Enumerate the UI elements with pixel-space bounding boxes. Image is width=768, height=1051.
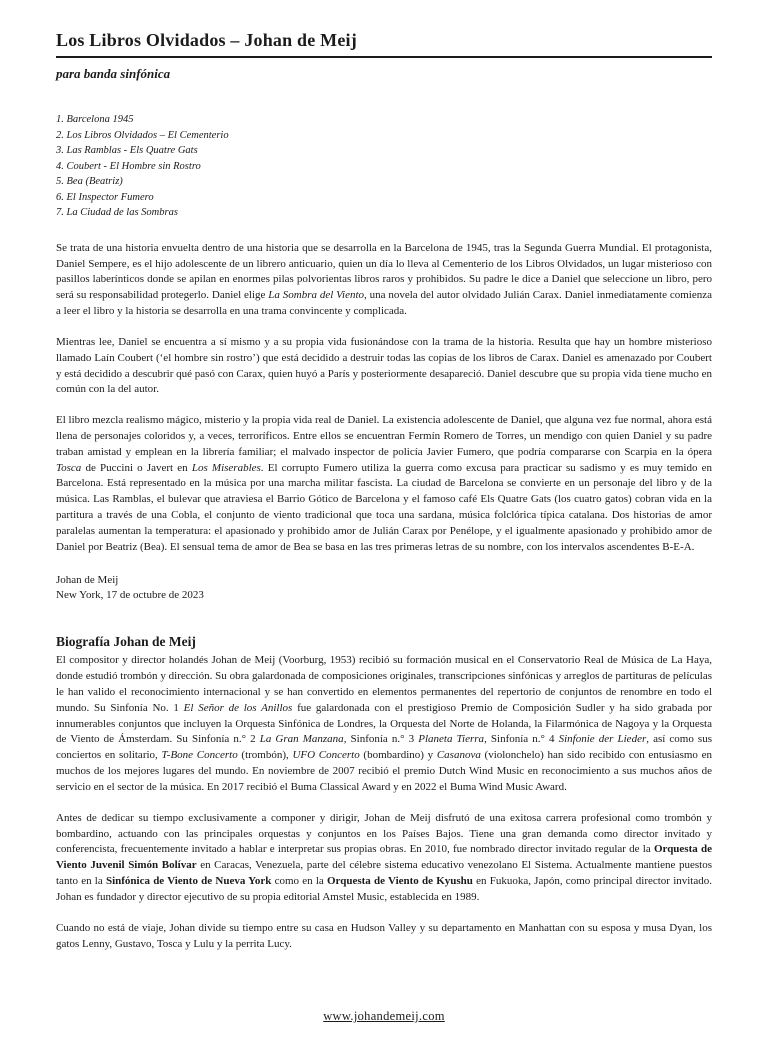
movement-item: 2. Los Libros Olvidados – El Cementerio [56,129,229,141]
website-link[interactable]: www.johandemeij.com [323,1009,445,1024]
biography-heading: Biografía Johan de Meij [56,634,196,650]
document-footer [56,967,712,1025]
biography-paragraph: Antes de dedicar su tiempo exclusivamente a componer y dirigir, Johan de Meij disfrutó de una exitosa carrera profesional como trombón y bombardino, actuando con las principales orquestas y conjuntos en los Países Bajos. Tiene una gran demanda como director invitado y conferencista, frecuentemente invitado a hablar e interpretar sus propias obras. En 2010, fue nombrado director invitado regular de la Orquesta de Viento Juvenil Simón Bolívar en Caracas, Venezuela, parte del célebre sistema educativo venezolano El Sistema. Actualmente mantiene puestos tanto en la Sinfónica de Viento de Nueva York como en la Orquesta de Viento de Kyushu en Fukuoka, Japón, como principal director invitado. Johan es fundador y director ejecutivo de su propia editorial Amstel Music, establecida en 1989. [56,811,712,903]
movement-item: 7. La Ciudad de las Sombras [56,207,178,219]
movement-list [56,112,712,221]
movement-item: 3. Las Ramblas - Els Quatre Gats [56,145,198,157]
biography-section [56,624,712,967]
biography-paragraph: El compositor y director holandés Johan de Meij (Voorburg, 1953) recibió su formación musical en el Conservatorio Real de Música de La Haya, donde estudió trombón y dirección. Su obra galardonada de composiciones originales, transcripciones sinfónicas y arreglos de partituras de películas le han valido el reconocimiento internacional y se han convertido en elementos permanentes del repertorio de conjuntos de renombre en todo el mundo. Su Sinfonía No. 1 El Señor de los Anillos fue galardonada con el prestigioso Premio de Composición Sudler y ha sido grabada por innumerables conjuntos que incluyen la Orquesta Sinfónica de Londres, la Orquesta del Norte de Holanda, la Filarmónica de Nagoya y la Orquesta de Viento de Ámsterdam. Su Sinfonía n.° 2 La Gran Manzana, Sinfonía n.° 3 Planeta Tierra, Sinfonía n.° 4 Sinfonie der Lieder, así como sus conciertos en solitario, T-Bone Concerto (trombón), UFO Concerto (bombardino) y Casanova (violonchelo) han sido recibido con entusiasmo en muchos de los mejores lugares del mundo. En noviembre de 2007 recibió el premio Dutch Wind Music en reconocimiento a sus muchos años de servicio en el sector de la música. En 2017 recibió el Buma Classical Award y en 2022 el Buma Wind Music Award. [56,654,713,793]
movement-item: 1. Barcelona 1945 [56,114,134,125]
page-title: Los Libros Olvidados – Johan de Meij [56,30,357,50]
signature-block [56,573,712,605]
program-note-paragraph: Mientras lee, Daniel se encuentra a sí mismo y a su propia vida fusionándose con la trama de la historia. Resulta que hay un hombre misterioso llamado Laín Coubert (‘el hombre sin rostro’) que está decidido a destruir todas las copias de los libros de Carax. Daniel es amenazado por Coubert y está decidido a descubrir qué pasó con Carax, quien huyó a París y posteriormente desapareció. Daniel descubre que su propia vida tiene mucho en común con la del autor. [56,335,712,396]
subtitle: para banda sinfónica [56,66,171,81]
movement-item: 4. Coubert - El Hombre sin Rostro [56,160,201,172]
program-note-section [56,241,712,571]
program-note-paragraph: Se trata de una historia envuelta dentro de una historia que se desarrolla en la Barcelona de 1945, tras la Segunda Guerra Mundial. El protagonista, Daniel Sempere, es el hijo adolescente de un librero anticuario, quien un día lo lleva al Cementerio de los Libros Olvidados, un lugar misterioso con pasillos laberínticos donde se apilan en enormes pilas polvorientas libros raros y prohibidos. Su padre le dice a Daniel que seleccione un libro, pero será su responsabilidad protegerlo. Daniel elige La Sombra del Viento, una novela del autor olvidado Julián Carax. Daniel inmediatamente comienza a leer el libro y la historia se desarrolla en una trama convincente y complicada. [56,241,712,318]
biography-paragraph: Cuando no está de viaje, Johan divide su tiempo entre su casa en Hudson Valley y su departamento en Manhattan con su esposa y musa Dyan, los gatos Lenny, Gustavo, Tosca y Lulu y la perrita Lucy. [56,921,712,950]
program-note-paragraph: El libro mezcla realismo mágico, misterio y la propia vida real de Daniel. La existencia adolescente de Daniel, que alguna vez fue normal, ahora está llena de personajes coloridos y, a veces, terroríficos. Entre ellos se encuentran Fermín Romero de Torres, un mendigo con quien Daniel y su padre traban amistad y emplean en la librería familiar; el malvado inspector de policía Javier Fumero, que podría compararse con Scarpia en la ópera Tosca de Puccini o Javert en Los Miserables. El corrupto Fumero utiliza la guerra como excusa para practicar su sadismo y es muy temido en Barcelona. Está representado en la música por una marcha militar fascista. La ciudad de Barcelona se convierte en un personaje del libro y de la música. Las Ramblas, el bulevar que atraviesa el Barrio Gótico de Barcelona y el famoso café Els Quatre Gats (los cuatro gatos) cobran vida en la partitura a través de una Cobla, el conjunto de viento tradicional que toca una sardana, música folclórica típica catalana. Dos historias de amor paralelas aumentan la temperatura: el apasionado y prohibido amor de Julián Carax por Penélope, y el igualmente apasionado y prohibido amor de Daniel por Beatriz (Bea). El sensual tema de amor de Bea se basa en las tres primeras letras de su nombre, con los intervalos ascendentes B-E-A. [56,414,712,553]
signature-dateline: New York, 17 de octubre de 2023 [56,589,204,602]
movement-item: 6. El Inspector Fumero [56,191,154,203]
movement-item: 5. Bea (Beatriz) [56,176,123,188]
document-header [56,30,712,58]
signature-name: Johan de Meij [56,573,119,586]
